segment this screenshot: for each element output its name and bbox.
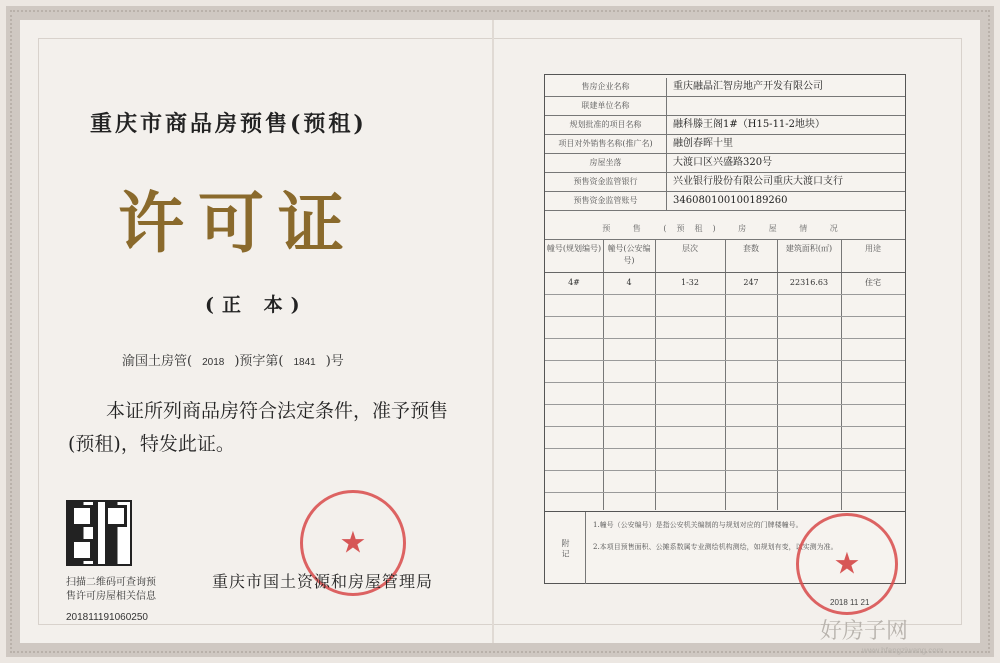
permit-number-line (122, 350, 344, 369)
info-label: 房屋坐落 (545, 154, 667, 172)
table-header: 层次 (682, 244, 698, 253)
presale-table (545, 240, 905, 510)
permit-middle: )预字第( (234, 354, 284, 369)
page-fold-line (492, 20, 494, 643)
certificate-body-text: 本证所列商品房符合法定条件，准予预售(预租)，特发此证。 (68, 400, 449, 455)
table-header: 幢号(公安编号) (607, 244, 651, 265)
star-icon: ★ (833, 546, 861, 582)
table-cell: 22316.63 (789, 278, 829, 287)
info-label: 项目对外销售名称(推广名) (545, 135, 667, 153)
notes-label: 附 记 (545, 512, 586, 584)
issuing-authority: 重庆市国土资源和房屋管理局 (212, 574, 434, 591)
table-cell: 住宅 (865, 278, 881, 287)
permit-suffix: )号 (325, 354, 344, 369)
permit-prefix: 渝国土房管( (122, 354, 193, 369)
info-value: 融创春晖十里 (673, 138, 733, 149)
star-icon: ★ (339, 525, 367, 561)
table-header: 套数 (743, 244, 759, 253)
info-row-location (545, 154, 905, 173)
table-cell: 4 (626, 278, 632, 287)
info-value: 兴业银行股份有限公司重庆大渡口支行 (673, 176, 843, 187)
qr-caption (66, 576, 156, 604)
info-value: 重庆融晶汇智房地产开发有限公司 (673, 81, 823, 92)
info-row-joint-builder (545, 97, 905, 116)
note-1: 1.幢号（公安编号）是指公安机关编制的与规划对应的门牌楼幢号。 (593, 521, 803, 529)
info-sheet (544, 74, 906, 584)
info-value: 346080100100189260 (673, 195, 788, 206)
title-original-copy: (正 本) (205, 294, 308, 316)
watermark: 好房子网 (820, 619, 909, 644)
title-line-1: 重庆市商品房预售(预租) (90, 111, 367, 137)
qr-caption-line-2: 售许可房屋相关信息 (66, 591, 156, 602)
info-value: 融科滕王阁1#（H15-11-2地块） (673, 119, 826, 130)
serial-number: 201811191060250 (66, 612, 148, 623)
table-cell: 247 (743, 278, 759, 287)
permit-year: 2018 (202, 357, 225, 368)
info-value: 大渡口区兴盛路320号 (673, 157, 773, 168)
seal-date: 2018 11 21 (830, 598, 870, 607)
info-label: 规划批准的项目名称 (545, 116, 667, 134)
presale-table-title: 预 售 (预租) 房 屋 情 况 (545, 219, 905, 240)
permit-number: 1841 (293, 357, 316, 368)
table-header: 幢号(规划编号) (546, 244, 602, 253)
title-main: 许可证 (118, 184, 358, 262)
qr-caption-line-1: 扫描二维码可查询预 (66, 577, 156, 588)
qr-code-icon (66, 500, 132, 566)
note-2: 2.本项目预售面积、公摊系数属专业测绘机构测绘，如规划有变，以实测为准。 (593, 543, 838, 551)
table-header: 用途 (865, 244, 881, 253)
info-label: 预售资金监管账号 (545, 192, 667, 210)
watermark-url: www.hfangziwang.com (862, 646, 944, 655)
info-row-bank (545, 173, 905, 192)
info-row-seller (545, 78, 905, 97)
table-cell: 1-32 (681, 278, 699, 287)
info-row-account (545, 192, 905, 211)
info-label: 联建单位名称 (545, 97, 667, 115)
info-label: 售房企业名称 (545, 78, 667, 96)
table-cell: 4# (568, 278, 580, 287)
table-header: 建筑面积(㎡) (785, 244, 833, 253)
info-label: 预售资金监管银行 (545, 173, 667, 191)
info-row-sales-name (545, 135, 905, 154)
info-row-project-name (545, 116, 905, 135)
